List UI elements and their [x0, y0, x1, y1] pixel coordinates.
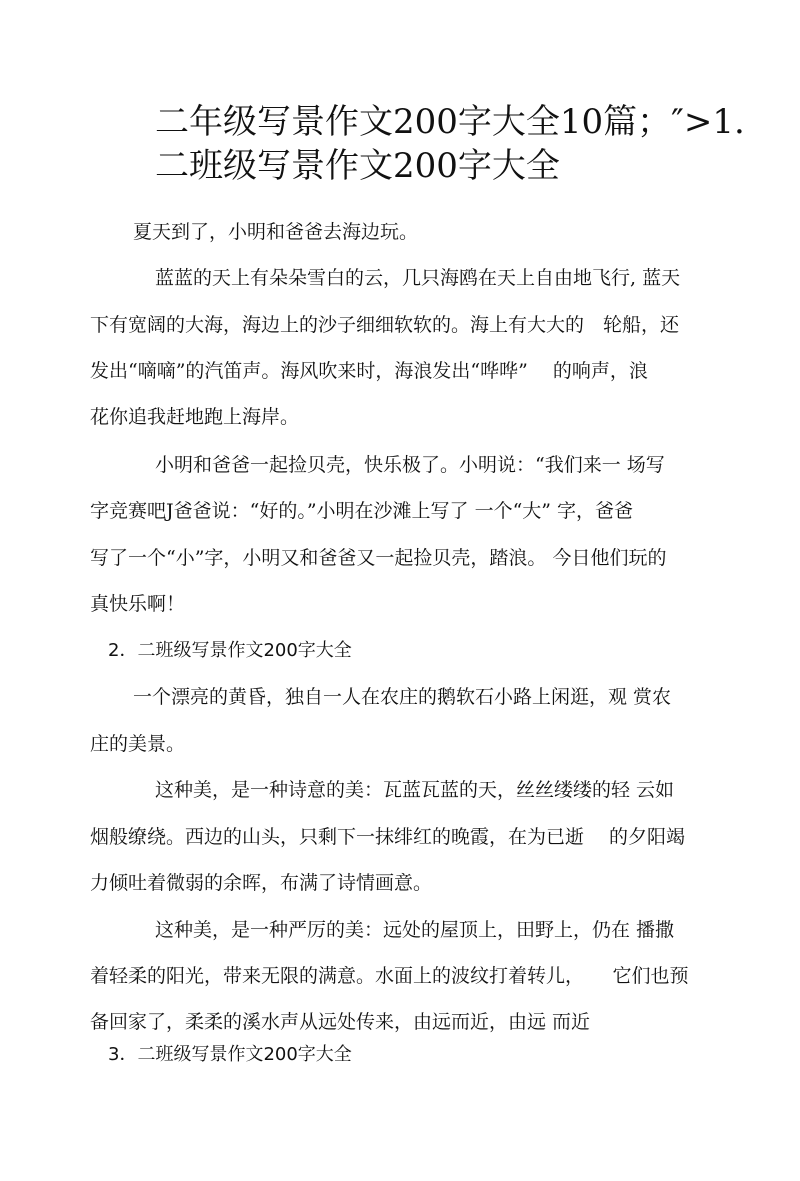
title-line-1: 二年级写景作文200字大全10篇；″>1. [155, 102, 745, 142]
paragraph-line: 蓝蓝的天上有朵朵雪白的云，几只海鸥在天上自由地飞行, 蓝天 [155, 267, 681, 289]
section-heading: 2．二班级写景作文200字大全 [108, 640, 352, 661]
paragraph-line: 力倾吐着微弱的余晖，布满了诗情画意。 [90, 872, 433, 894]
paragraph-line: 真快乐啊！ [90, 593, 186, 615]
paragraph-line: 烟般缭绕。西边的山头，只剩下一抹绯红的晚霞，在为已逝 的夕阳竭 [90, 826, 686, 848]
paragraph-line: 字竞赛吧J爸爸说：“好的。”小明在沙滩上写了 一个“大” 字，爸爸 [90, 500, 634, 522]
paragraph-line: 小明和爸爸一起捡贝壳，快乐极了。小明说：“我们来一 场写 [155, 454, 665, 476]
paragraph-line: 夏天到了，小明和爸爸去海边玩。 [133, 221, 419, 243]
paragraph-line: 发出“嘀嘀”的汽笛声。海风吹来时，海浪发出“哗哗” 的响声，浪 [90, 360, 648, 382]
paragraph-line: 这种美，是一种严厉的美：远处的屋顶上，田野上，仍在 播撒 [155, 919, 675, 941]
section-heading: 3．二班级写景作文200字大全 [108, 1044, 352, 1065]
title-line-2: 二班级写景作文200字大全 [155, 146, 560, 186]
paragraph-line: 花你追我赶地跑上海岸。 [90, 406, 300, 428]
paragraph-line: 着轻柔的阳光，带来无限的满意。水面上的波纹打着转儿， 它们也预 [90, 965, 689, 987]
paragraph-line: 庄的美景。 [90, 733, 186, 755]
paragraph-line: 一个漂亮的黄昏，独自一人在农庄的鹅软石小路上闲逛，观 赏农 [133, 686, 672, 708]
paragraph-line: 备回家了，柔柔的溪水声从远处传来，由远而近，由远 而近 [90, 1011, 591, 1033]
document-title [155, 100, 775, 188]
paragraph-line: 下有宽阔的大海，海边上的沙子细细软软的。海上有大大的 轮船，还 [90, 314, 680, 336]
paragraph-line: 这种美，是一种诗意的美：瓦蓝瓦蓝的天，丝丝缕缕的轻 云如 [155, 779, 675, 801]
paragraph-line: 写了一个“小”字，小明又和爸爸又一起捡贝壳，踏浪。 今日他们玩的 [90, 547, 667, 569]
